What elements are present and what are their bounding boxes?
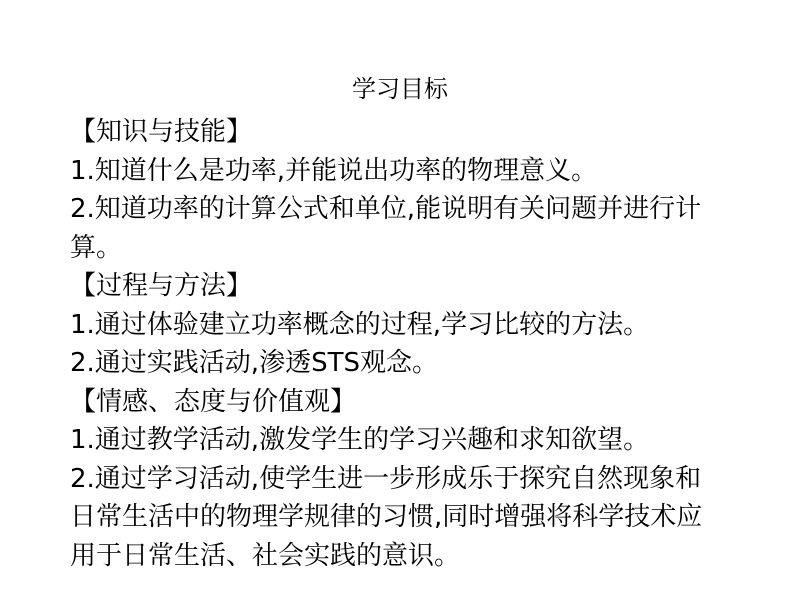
objective-line: 2.通过学习活动,使学生进一步形成乐于探究自然现象和 [70, 463, 702, 494]
objectives-content [70, 113, 730, 575]
objective-line: 1.通过教学活动,激发学生的学习兴趣和求知欲望。 [70, 425, 650, 455]
objective-line-continuation: 用于日常生活、社会实践的意识。 [70, 540, 461, 571]
objective-line: 2.通过实践活动,渗透STS观念。 [70, 348, 438, 378]
slide-title: 学习目标 [352, 75, 448, 103]
objective-line-continuation: 日常生活中的物理学规律的习惯,同时增强将科学技术应 [70, 502, 703, 532]
section-heading-emotion-attitude-values: 【情感、态度与价值观】 [70, 386, 357, 417]
objective-line-continuation: 算。 [70, 232, 123, 263]
objective-line: 1.知道什么是功率,并能说出功率的物理意义。 [70, 155, 598, 186]
objective-line: 2.知道功率的计算公式和单位,能说明有关问题并进行计 [70, 194, 702, 224]
section-heading-knowledge-skills: 【知识与技能】 [70, 117, 253, 147]
objective-line: 1.通过体验建立功率概念的过程,学习比较的方法。 [70, 309, 650, 340]
section-heading-process-method: 【过程与方法】 [70, 271, 253, 301]
